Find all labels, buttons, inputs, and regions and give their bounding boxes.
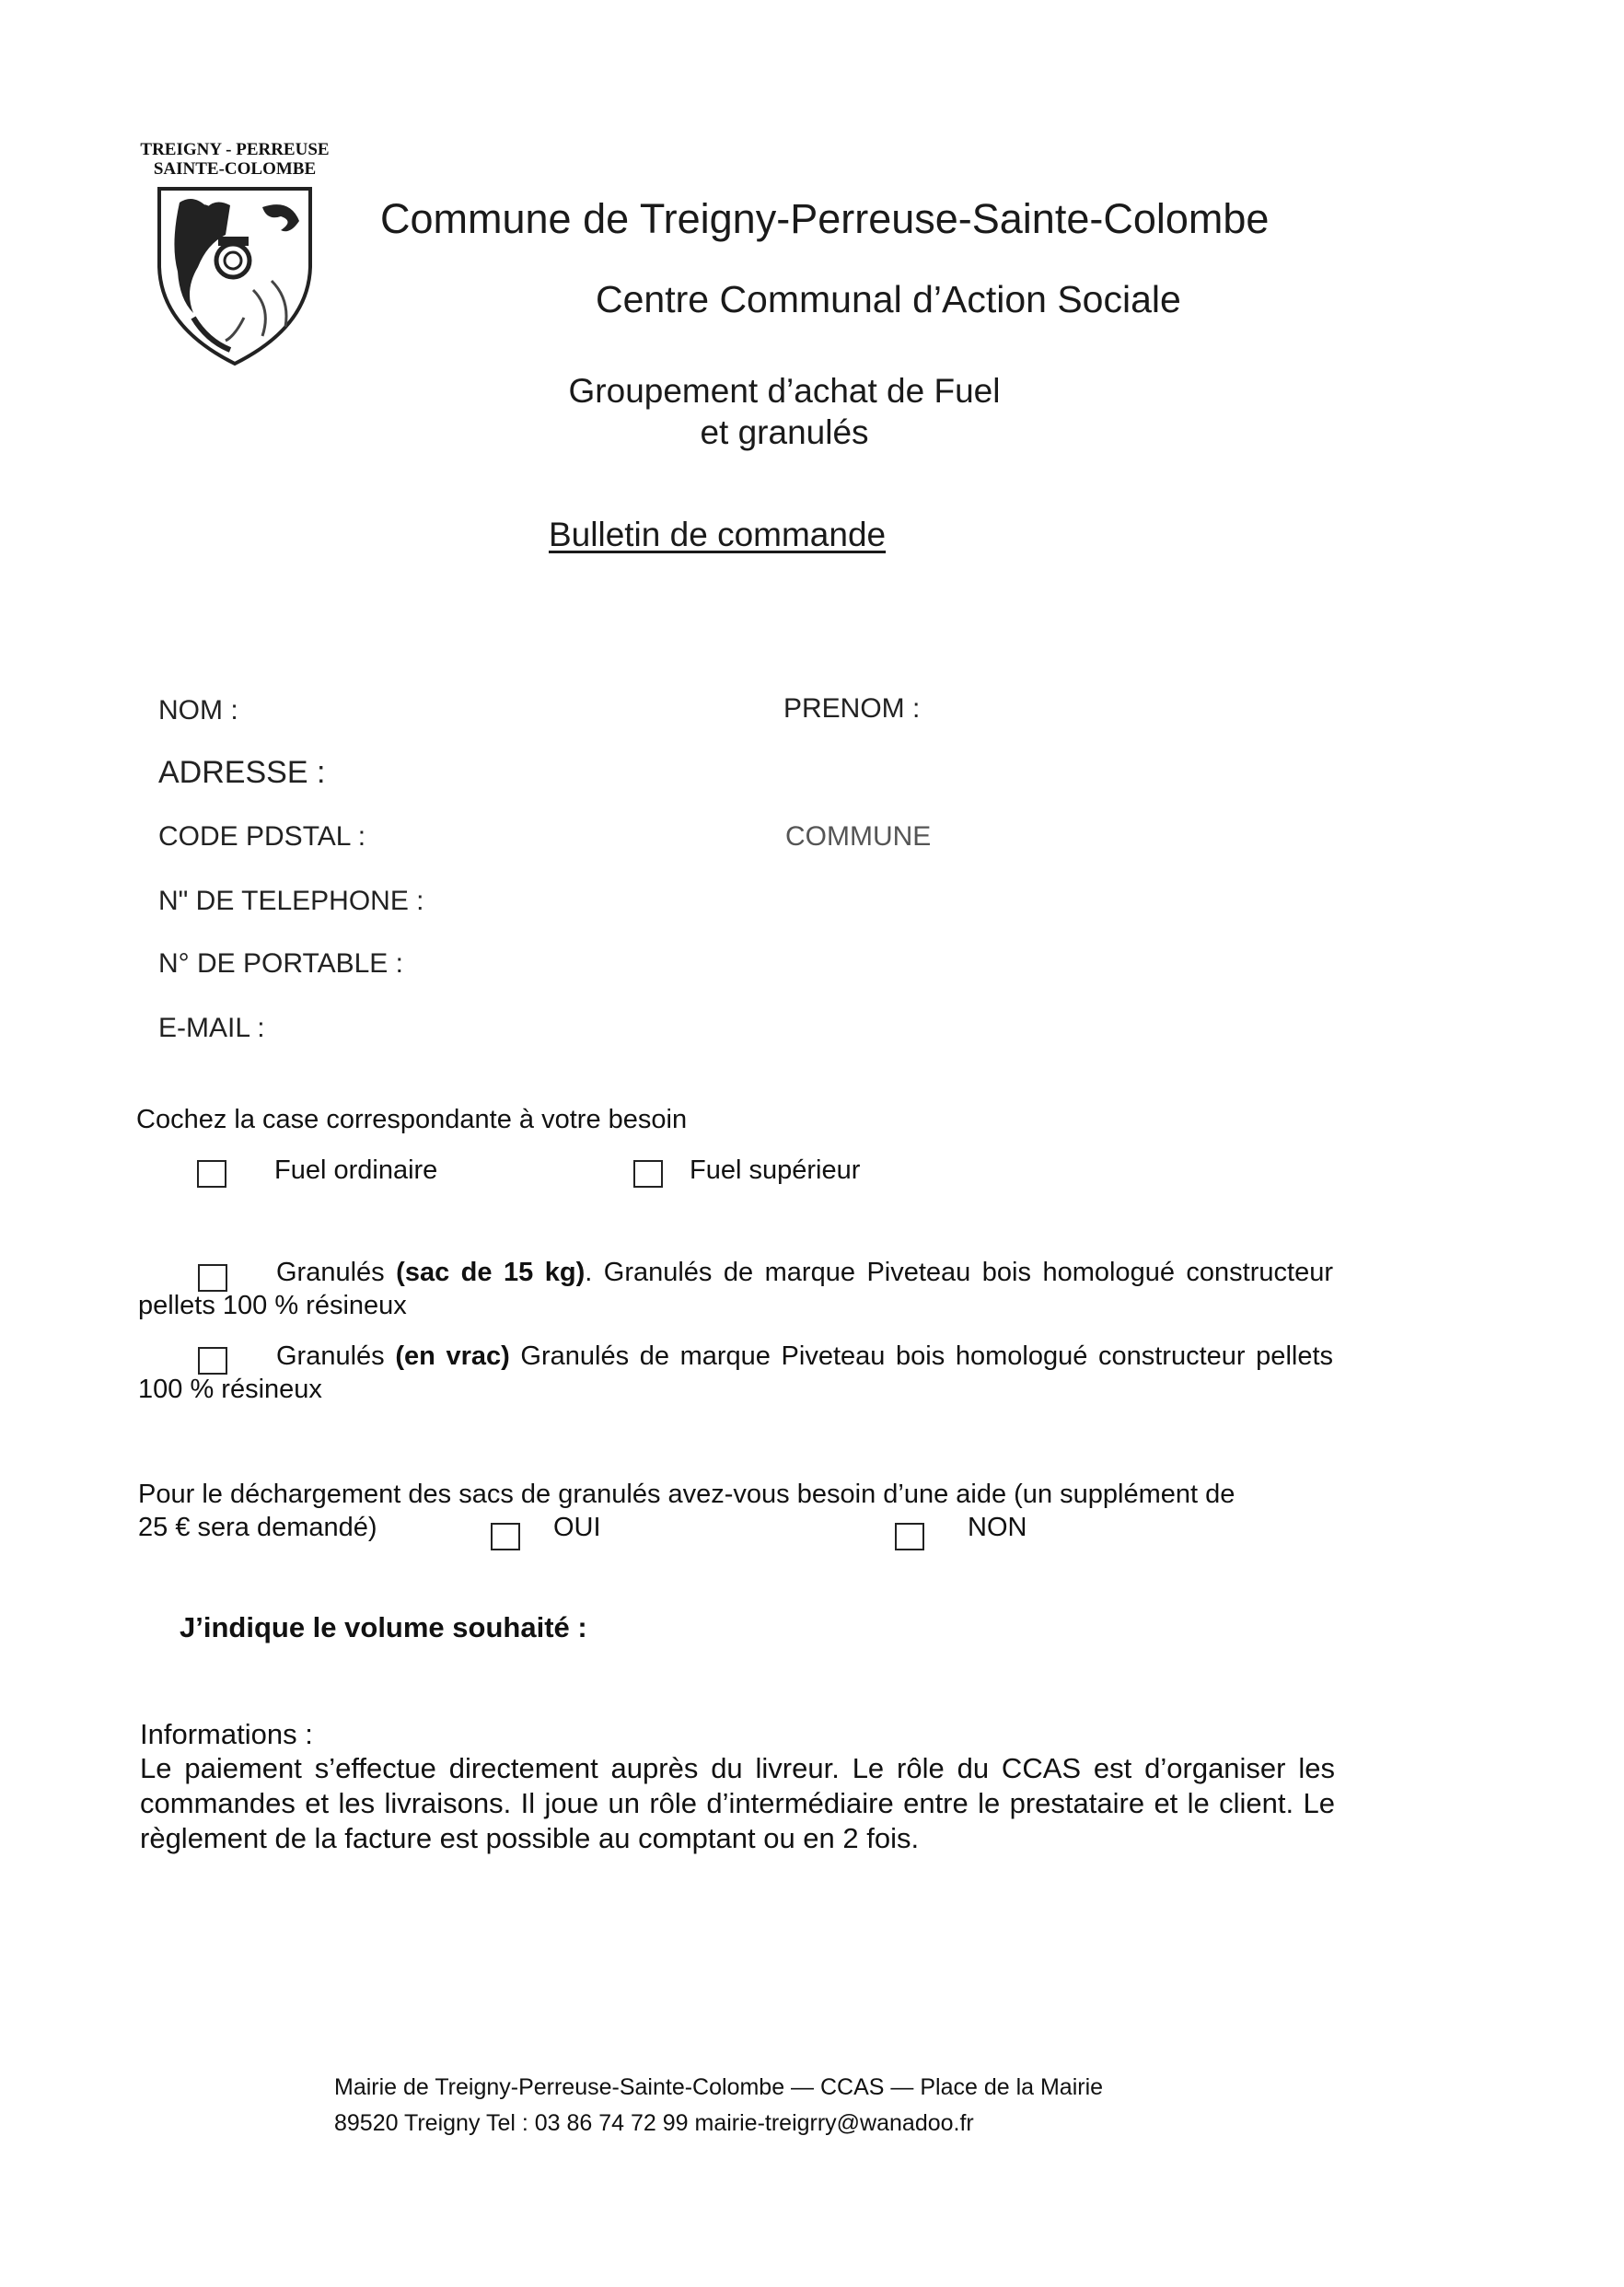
commune-title: Commune de Treigny-Perreuse-Sainte-Colombe xyxy=(380,195,1270,242)
groupement-line-2: et granulés xyxy=(700,413,869,451)
oui-checkbox[interactable] xyxy=(491,1523,520,1550)
prenom-label: PRENOM : xyxy=(783,693,921,724)
granules-sac-bold: (sac de 15 kg) xyxy=(396,1258,586,1287)
coat-of-arms-logo xyxy=(152,180,318,373)
telephone-label: N" DE TELEPHONE : xyxy=(158,886,424,916)
granules-sac-label: Granulés xyxy=(276,1258,397,1287)
granules-vrac-label: Granulés xyxy=(276,1341,396,1371)
portable-label: N° DE PORTABLE : xyxy=(158,948,403,979)
footer-line-2: 89520 Treigny Tel : 03 86 74 72 99 mairie-treigrry@wanadoo.fr xyxy=(334,2110,974,2136)
unload-question-line-2: 25 € sera demandé) xyxy=(138,1513,377,1542)
groupement-line-1: Groupement d’achat de Fuel xyxy=(568,372,1001,410)
email-label: E-MAIL : xyxy=(158,1013,265,1043)
logo-line-1: TREIGNY - PERREUSE xyxy=(140,140,330,159)
fuel-ordinaire-checkbox[interactable] xyxy=(197,1160,226,1188)
checkbox-instruction: Cochez la case correspondante à votre besoin xyxy=(136,1105,688,1134)
code-postal-label: CODE PDSTAL : xyxy=(158,821,366,852)
info-heading: Informations : xyxy=(140,1718,313,1750)
nom-label: NOM : xyxy=(158,695,238,726)
commune-label: COMMUNE xyxy=(785,821,932,852)
non-checkbox[interactable] xyxy=(895,1523,924,1550)
logo-line-2: SAINTE-COLOMBE xyxy=(153,159,317,179)
granules-vrac-bold: (en vrac) xyxy=(395,1341,510,1371)
groupement-title xyxy=(508,370,1061,453)
fuel-superieur-label: Fuel supérieur xyxy=(690,1155,861,1185)
granules-vrac-text xyxy=(138,1340,1333,1406)
granules-sac-desc: . Granulés de marque Piveteau bois homologué constructeur pellets 100 % résineux xyxy=(138,1258,1333,1320)
oui-label: OUI xyxy=(553,1513,601,1542)
fuel-ordinaire-label: Fuel ordinaire xyxy=(274,1155,438,1185)
granules-vrac-desc: Granulés de marque Piveteau bois homologué constructeur pellets 100 % résineux xyxy=(138,1341,1334,1404)
non-label: NON xyxy=(968,1513,1027,1542)
ccas-title: Centre Communal d’Action Sociale xyxy=(596,278,1181,320)
form-title: Bulletin de commande xyxy=(549,516,887,553)
granules-sac-text xyxy=(138,1256,1333,1322)
unload-question: Pour le déchargement des sacs de granulés avez-vous besoin d’une aide (un supplément de xyxy=(138,1480,1235,1509)
volume-label: J’indique le volume souhaité : xyxy=(180,1611,587,1643)
fuel-superieur-checkbox[interactable] xyxy=(633,1160,663,1188)
logo-caption xyxy=(120,140,350,179)
footer-line-1: Mairie de Treigny-Perreuse-Sainte-Colombe — CCAS — Place de la Mairie xyxy=(334,2074,1104,2100)
info-text: Le paiement s’effectue directement auprès du livreur. Le rôle du CCAS est d’organiser les commandes et les livraisons. Il joue un rôle d’intermédiaire entre le prestataire et le client. Le règlement de la facture est possible au comptant ou en 2 fois. xyxy=(140,1752,1335,1854)
adresse-label: ADRESSE : xyxy=(158,755,326,790)
